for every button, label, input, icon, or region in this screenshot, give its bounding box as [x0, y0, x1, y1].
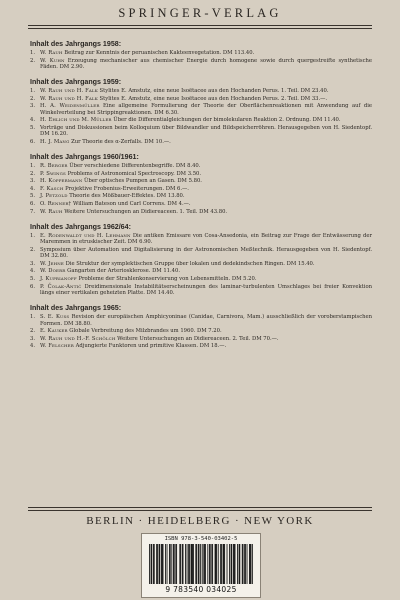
barcode-bar	[231, 544, 232, 584]
entry-text: Erzeugung mechanischer aus chemischer Energie durch homogene sowie durch quergestreifte synthetische Fäden. DM 2.90.	[40, 57, 372, 71]
entry-author: S. E. Kuss	[40, 314, 70, 321]
entry-author: J. Kuprianoff	[40, 276, 77, 282]
list-item	[30, 284, 372, 297]
barcode-icon	[149, 544, 253, 584]
barcode-bar	[173, 544, 174, 584]
entry-number: 3.	[30, 103, 36, 110]
contents-list	[30, 40, 372, 357]
barcode-bar	[192, 544, 193, 584]
barcode-bar	[174, 544, 175, 584]
publisher-cities: BERLIN · HEIDELBERG · NEW YORK	[86, 515, 314, 527]
barcode-bar	[223, 544, 224, 584]
footer-rule-top	[28, 507, 372, 508]
entry-text: Zur Theorie des α-Zerfalls. DM 10.—.	[71, 139, 171, 146]
barcode-bar	[234, 544, 235, 584]
barcode-bar	[249, 544, 250, 584]
section-title: Inhalt des Jahrgangs 1959:	[30, 78, 122, 87]
barcode-bar	[163, 544, 164, 584]
barcode-bar	[187, 544, 188, 584]
list-item	[30, 328, 372, 335]
entry-number: 2.	[30, 246, 36, 253]
entry-number: 3.	[30, 335, 36, 342]
entry-author: W. Rauh	[40, 50, 63, 56]
entry-author: W. Felscher	[40, 343, 74, 350]
barcode-bar	[195, 544, 196, 584]
volume-section	[30, 78, 372, 145]
list-item	[30, 88, 372, 95]
barcode-bar	[171, 544, 172, 584]
list-item	[30, 186, 372, 193]
entry-author: W. Doerr	[40, 268, 66, 275]
list-item	[30, 178, 372, 185]
entry-number: 5.	[30, 193, 36, 200]
barcode-bar	[183, 544, 184, 584]
barcode-bar	[210, 544, 211, 584]
entry-author: E. Rodenwaldt und H. Lehmann	[40, 232, 131, 239]
barcode-bar	[243, 544, 244, 584]
entry-number: 2.	[30, 328, 36, 335]
entry-author: H. Ehlich und M. Müller	[40, 117, 112, 124]
barcode-bar	[204, 544, 205, 584]
barcode-bar	[252, 544, 253, 584]
entry-number: 5.	[30, 124, 36, 131]
entry-text: Revision der europäischen Amphicyoninae (Canidae, Carnivora, Mam.) ausschließlich der voroberstampischen Formen. DM 38.80.	[40, 314, 373, 327]
barcode-bar	[159, 544, 160, 584]
barcode-bar	[169, 544, 170, 584]
barcode-bar	[221, 544, 222, 584]
barcode-bar	[215, 544, 216, 584]
barcode-bar	[212, 544, 213, 584]
barcode-bar	[193, 544, 194, 584]
list-item	[30, 58, 372, 71]
volume-section	[30, 153, 372, 215]
barcode-bar	[205, 544, 206, 584]
barcode-bar	[223, 544, 224, 584]
entry-author: W. Kuhn	[40, 57, 65, 64]
entry-number: 7.	[30, 208, 36, 215]
barcode-bar	[215, 544, 216, 584]
barcode-bar	[250, 544, 251, 584]
list-item	[30, 276, 372, 283]
entry-text: Über optisches Pumpen an Gasen. DM 5.80.	[84, 178, 202, 185]
entry-number: 1.	[30, 232, 36, 239]
barcode-bar	[207, 544, 208, 584]
list-item	[30, 50, 372, 57]
barcode-bar	[182, 544, 183, 584]
entry-number: 1.	[30, 163, 36, 170]
entry-text: Eine allgemeine Formulierung der Theorie der Oberflächenreaktionen mit Anwendung auf die Winkelverteilung bei Strippingreaktionen. DM 6.30.	[40, 103, 372, 116]
entry-author: H. A. Weidenmüller	[40, 103, 100, 110]
barcode-bar	[161, 544, 162, 584]
entry-text: Globale Verbreitung des Milzbrandes um 1960. DM 7.20.	[69, 328, 222, 335]
barcode-bar	[245, 544, 246, 584]
entry-text: Beitrag zur Kenntnis der peruanischen Kakteenvegetation. DM 113.40.	[64, 50, 255, 56]
publisher-header: SPRINGER-VERLAG	[118, 6, 282, 20]
entry-text: Projektive Frobenius-Erweiterungen. DM 6.—.	[65, 185, 189, 192]
barcode-bar	[162, 544, 163, 584]
list-item	[30, 201, 372, 208]
entry-author: W. Rauh und H.-F. Schölch	[40, 335, 116, 342]
entry-text: William Bateson und Carl Correns. DM 4.—.	[72, 201, 191, 208]
entry-author: E. Kauker	[40, 328, 68, 335]
entry-number: 1.	[30, 314, 36, 321]
volume-section	[30, 223, 372, 297]
barcode-bar	[185, 544, 186, 584]
barcode-bar	[239, 544, 240, 584]
entry-author: O. Renner†	[40, 201, 72, 208]
entry-number: 6.	[30, 139, 36, 146]
barcode-bar	[235, 544, 236, 584]
footer-rule-bottom	[28, 510, 372, 511]
list-item	[30, 96, 372, 103]
barcode-bar	[216, 544, 217, 584]
barcode-bar	[176, 544, 177, 584]
barcode-bar	[159, 544, 160, 584]
barcode-bar	[170, 544, 171, 584]
barcode-bar	[229, 544, 230, 584]
entry-number: 4.	[30, 185, 36, 192]
barcode-bar	[202, 544, 203, 584]
list-item	[30, 233, 372, 246]
entry-number: 2.	[30, 95, 36, 102]
entry-number: 1.	[30, 88, 36, 95]
barcode-bar	[167, 544, 168, 584]
entry-text: Problems of Astronomical Spectroscopy. DM 3.50.	[67, 170, 202, 177]
section-title: Inhalt des Jahrgangs 1960/1961:	[30, 153, 139, 162]
list-item	[30, 247, 372, 260]
isbn-label: ISBN 978-3-540-03402-5	[164, 536, 238, 542]
entry-author: W. Rauh	[40, 208, 63, 215]
entry-text: Weitere Untersuchungen an Didiereaceen. 1. Teil. DM 43.80.	[64, 208, 228, 215]
entry-author: H. J. Mang	[40, 139, 70, 146]
list-item	[30, 103, 372, 116]
list-item	[30, 193, 372, 200]
entry-author: W. Rauh und H. Falk	[40, 88, 98, 95]
entry-text: Weitere Untersuchungen an Didiereaceen. 2. Teil. DM 70.—.	[117, 335, 279, 342]
barcode-bar	[233, 544, 234, 584]
entry-author: J. Petzold	[40, 193, 68, 200]
barcode-bar	[200, 544, 201, 584]
barcode-bar	[157, 544, 158, 584]
entry-author: H. Koppermann	[40, 178, 83, 185]
barcode-bar	[149, 544, 150, 584]
barcode-bar	[209, 544, 210, 584]
barcode-bar	[188, 544, 189, 584]
entry-text: Symposium über Automation und Digitalisierung in der Astronomischen Meßtechnik. Herausgegeben von H. Siedentopf. DM 32.80.	[40, 246, 372, 260]
entry-text: Dreidimensionale Instabilitätserscheinungen des laminar-turbulenten Umschlages bei freier Konvektion längs einer vertikalen geheizten Platte. DM 14.40.	[40, 283, 372, 297]
barcode-bar	[242, 544, 243, 584]
list-item	[30, 171, 372, 178]
section-title: Inhalt des Jahrgangs 1958:	[30, 40, 122, 48]
barcode-bar	[191, 544, 192, 584]
entry-author: P. Swings	[40, 170, 66, 177]
barcode-bar	[239, 544, 240, 584]
entry-number: 5.	[30, 276, 36, 282]
barcode-bar	[218, 544, 219, 584]
entry-text: Über die Differentialgleichungen der bimolekularen Reaktion 2. Ordnung. DM 11.40.	[113, 117, 341, 124]
volume-section	[30, 304, 372, 350]
isbn-digits: 9 783540 034025	[165, 585, 237, 594]
entry-number: 1.	[30, 50, 36, 56]
entry-text: Über verschiedene Differentenbegriffe. DM 8.40.	[69, 163, 201, 170]
barcode-bar	[203, 544, 204, 584]
entry-text: Adjungierte Funktoren und primitive Klassen. DM 18.—.	[75, 343, 227, 350]
list-item	[30, 343, 372, 350]
list-item	[30, 209, 372, 216]
list-item	[30, 117, 372, 124]
barcode-bar	[191, 544, 192, 584]
entry-text: Die Struktur der symplektischen Gruppe über lokalen und dedekindschen Ringen. DM 15.40.	[65, 260, 315, 267]
entry-text: Stylites E. Amstutz, eine neue Isoëtacee aus den Hochanden Perus. 2. Teil. DM 33.—.	[99, 95, 328, 102]
section-title: Inhalt des Jahrgangs 1965:	[30, 304, 122, 313]
header-rule-bottom	[28, 28, 372, 29]
entry-number: 4.	[30, 343, 36, 350]
entry-text: Vorträge und Diskussionen beim Kolloquium über Bildwandler und Bildspeicherröhren. Herausgegeben von H. Siedentopf. DM 16.20.	[40, 124, 372, 138]
barcode-bar	[165, 544, 166, 584]
entry-text: Stylites E. Amstutz, eine neue Isoëtacee aus den Hochanden Perus. 1. Teil. DM 23.40.	[99, 88, 329, 95]
section-title: Inhalt des Jahrgangs 1962/64:	[30, 222, 131, 231]
isbn-barcode-box	[141, 533, 261, 598]
entry-author: W. Jehne	[40, 260, 64, 267]
barcode-bar	[179, 544, 180, 584]
entry-author: F. Kasch	[40, 185, 64, 192]
barcode-bar	[224, 544, 225, 584]
barcode-bar	[211, 544, 212, 584]
barcode-bar	[237, 544, 238, 584]
barcode-bar	[175, 544, 176, 584]
entry-author: W. Rauh und H. Falk	[40, 95, 98, 102]
barcode-bar	[156, 544, 157, 584]
list-item	[30, 268, 372, 275]
barcode-bar	[251, 544, 252, 584]
barcode-bar	[231, 544, 232, 584]
list-item	[30, 314, 372, 327]
entry-text: Gangarten der Arteriosklerose. DM 11.40.	[67, 268, 181, 275]
barcode-bar	[189, 544, 190, 584]
barcode-bar	[220, 544, 221, 584]
volume-section	[30, 40, 372, 71]
list-item	[30, 336, 372, 343]
entry-number: 6.	[30, 283, 36, 290]
entry-author: R. Berger	[40, 163, 68, 170]
entry-text: Die antiken Emissare von Cosa-Ansedonia, ein Beitrag zur Frage der Entwässerung der Maremmen in etruskischer Zeit. DM 6.90.	[40, 232, 372, 246]
barcode-bar	[196, 544, 197, 584]
entry-number: 3.	[30, 260, 36, 267]
barcode-bar	[227, 544, 228, 584]
barcode-bar	[247, 544, 248, 584]
list-item	[30, 125, 372, 138]
entry-text: Probleme der Strahlenkonservierung von Lebensmitteln. DM 5.20.	[78, 276, 257, 282]
entry-number: 2.	[30, 170, 36, 177]
entry-text: Theorie des Mößbauer-Effektes. DM 13.80.	[69, 193, 185, 200]
barcode-bar	[153, 544, 154, 584]
header-rule-top	[28, 25, 372, 26]
entry-number: 4.	[30, 117, 36, 124]
entry-number: 3.	[30, 178, 36, 185]
entry-number: 4.	[30, 268, 36, 275]
barcode-bar	[180, 544, 181, 584]
barcode-bar	[151, 544, 152, 584]
barcode-bar	[198, 544, 199, 584]
list-item	[30, 139, 372, 146]
entry-number: 2.	[30, 57, 36, 64]
barcode-bar	[154, 544, 155, 584]
barcode-bar	[151, 544, 152, 584]
barcode-bar	[199, 544, 200, 584]
list-item	[30, 261, 372, 268]
list-item	[30, 163, 372, 170]
barcode-bar	[244, 544, 245, 584]
entry-author: P. Čolak-Antić	[40, 283, 82, 290]
entry-number: 6.	[30, 201, 36, 208]
